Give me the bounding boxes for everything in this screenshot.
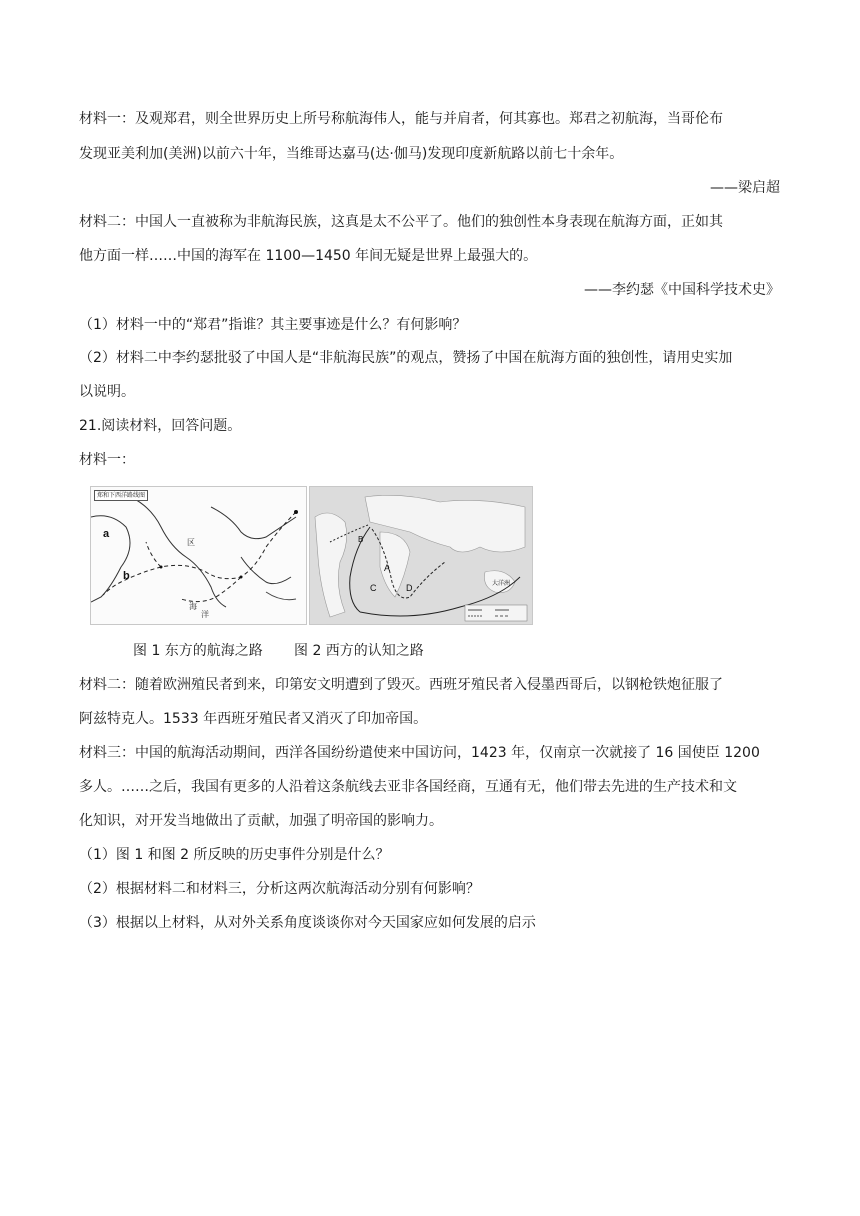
question-20-2-line1: （2）材料二中李约瑟批驳了中国人是“非航海民族”的观点，赞扬了中国在航海方面的独创性，请用史实加	[79, 350, 733, 366]
q21-material2-line2: 阿兹特克人。1533 年西班牙殖民者又消灭了印加帝国。	[79, 711, 428, 727]
question-21-2: （2）根据材料二和材料三，分析这两次航海活动分别有何影响？	[79, 881, 480, 897]
label-route-a: A	[384, 563, 391, 573]
figure-2-western-voyages-map	[309, 486, 533, 625]
label-route-b: B	[358, 535, 364, 544]
caption-figure-2: 图 2 西方的认知之路	[294, 643, 424, 659]
figure-1-zheng-he-map	[90, 486, 307, 625]
question-21-3: （3）根据以上材料，从对外关系角度谈谈你对今天国家应如何发展的启示	[79, 915, 536, 931]
q21-material3-line3: 化知识，对开发当地做出了贡献，加强了明帝国的影响力。	[79, 813, 443, 829]
q21-material2-line1: 材料二：随着欧洲殖民者到来，印第安文明遭到了毁灭。西班牙殖民者入侵墨西哥后，以钢枪铁炮征服了	[79, 677, 723, 693]
material2-source: ——李约瑟《中国科学技术史》	[584, 282, 780, 298]
material1-line1: 材料一：及观郑君，则全世界历史上所号称航海伟人，能与并肩者，何其寡也。郑君之初航海，当哥伦布	[79, 111, 723, 127]
fig1-map-title: 郑和下西洋路线图	[94, 490, 148, 501]
label-ocean: 洋	[201, 610, 209, 619]
question-21-1: （1）图 1 和图 2 所反映的历史事件分别是什么？	[79, 847, 390, 863]
q21-material3-line2: 多人。……之后，我国有更多的人沿着这条航线去亚非各国经商，互通有无，他们带去先进的生产技术和文	[79, 779, 737, 795]
label-sea: 海	[189, 602, 197, 611]
western-voyages-map	[310, 487, 532, 624]
label-a: a	[103, 528, 110, 540]
zheng-he-route-map	[91, 487, 306, 624]
caption-figure-1: 图 1 东方的航海之路	[133, 643, 263, 659]
label-route-c: C	[370, 583, 377, 593]
label-b: b	[123, 570, 130, 582]
material2-line1: 材料二：中国人一直被称为非航海民族，这真是太不公平了。他们的独创性本身表现在航海方面，正如其	[79, 214, 723, 230]
q21-material3-line1: 材料三：中国的航海活动期间，西洋各国纷纷遣使来中国访问，1423 年，仅南京一次就接了 16 国使臣 1200	[79, 745, 760, 761]
question-21-heading: 21.阅读材料，回答问题。	[79, 418, 242, 434]
label-oceania: 大洋洲	[492, 580, 511, 587]
question-20-2-line2: 以说明。	[79, 384, 135, 400]
question-20-1: （1）材料一中的“郑君”指谁？其主要事迹是什么？有何影响？	[79, 317, 467, 333]
q21-material1-label: 材料一：	[79, 452, 135, 468]
label-region: 区	[187, 538, 195, 547]
material1-line2: 发现亚美利加(美洲)以前六十年，当维哥达嘉马(达·伽马)发现印度新航路以前七十余年。	[79, 146, 624, 162]
label-route-d: D	[406, 583, 413, 593]
material2-line2: 他方面一样……中国的海军在 1100—1450 年间无疑是世界上最强大的。	[79, 248, 538, 264]
material1-source: ——梁启超	[710, 180, 780, 196]
